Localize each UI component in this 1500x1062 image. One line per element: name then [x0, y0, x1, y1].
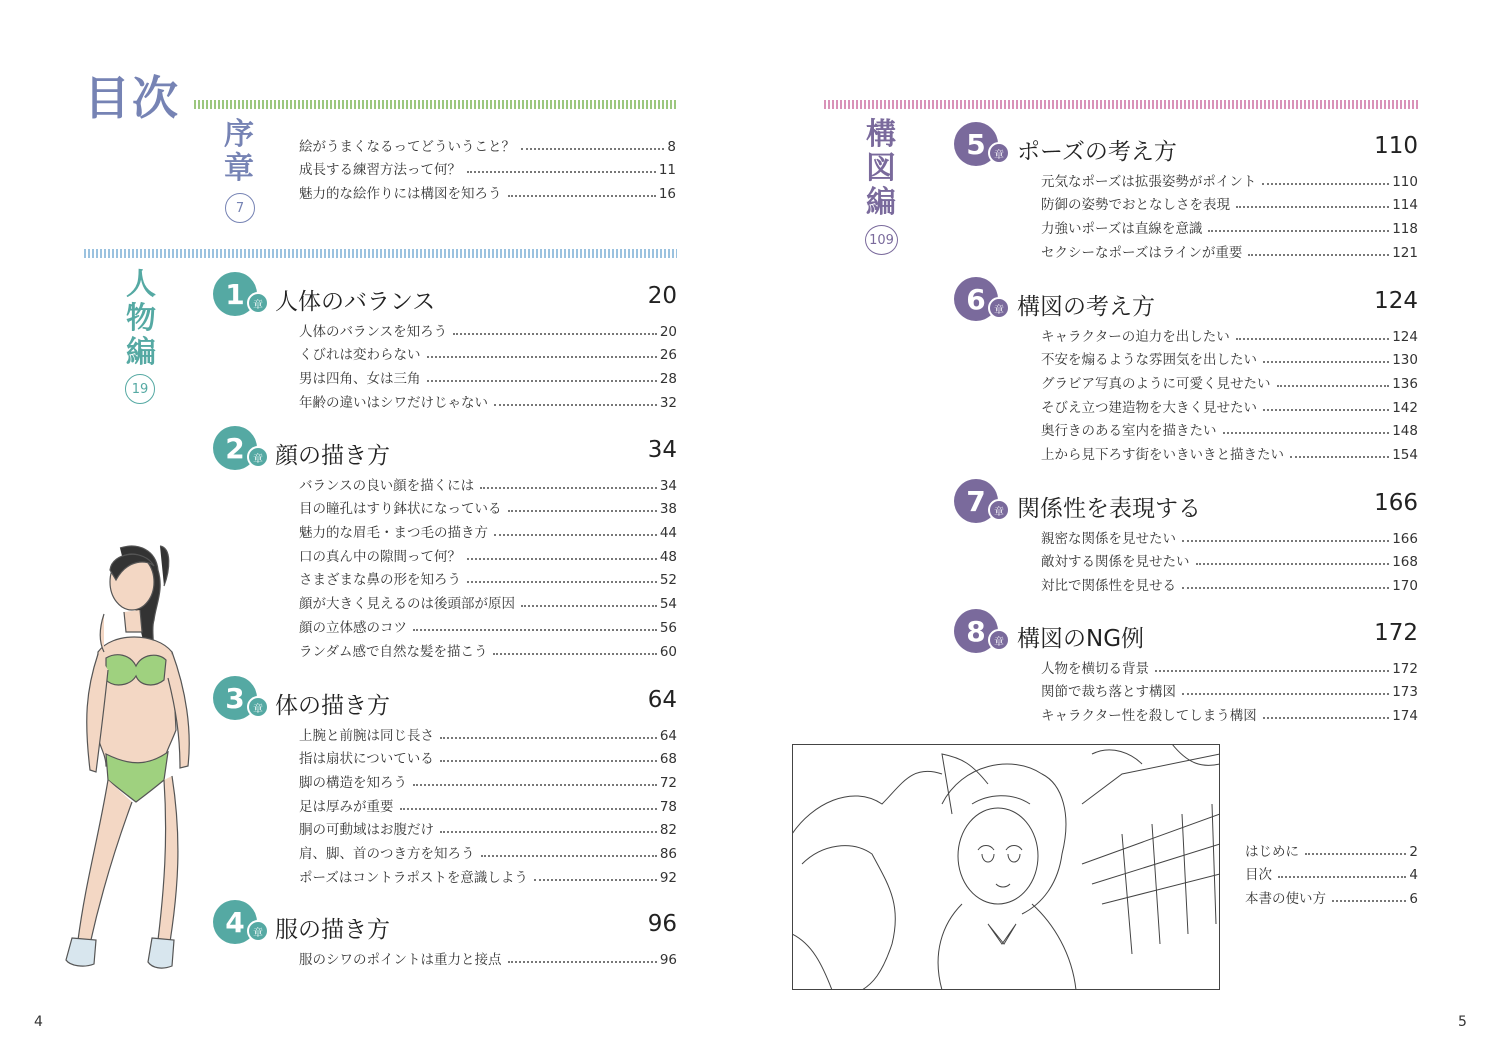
leader-dots	[467, 558, 657, 560]
intro-label-char-2: 章	[224, 151, 254, 186]
entry-page: 173	[1392, 684, 1418, 701]
toc-entry[interactable]	[299, 636, 677, 660]
part2-label-char-2: 図	[866, 151, 896, 186]
toc-entry[interactable]	[299, 838, 677, 862]
toc-entry[interactable]	[1041, 368, 1418, 392]
entry-page: 174	[1392, 708, 1418, 725]
chapter-mark: 章	[247, 920, 269, 942]
entry-title: 指は扇状についている	[299, 751, 434, 768]
intro-label	[219, 118, 259, 186]
entry-page: 86	[659, 846, 677, 863]
entry-title: 絵がうまくなるってどういうこと？	[299, 138, 515, 155]
toc-entry[interactable]	[1041, 190, 1418, 214]
entry-title: 人体のバランスを知ろう	[299, 323, 448, 340]
manga-sketch-panel	[792, 744, 1220, 990]
entry-page: 54	[659, 596, 677, 613]
chapter-entries	[1041, 653, 1418, 724]
page-number-left: 4	[34, 1014, 43, 1030]
toc-entry[interactable]	[1041, 392, 1418, 416]
entry-title: セクシーなポーズはラインが重要	[1041, 244, 1243, 261]
toc-entry[interactable]	[299, 744, 677, 768]
chapter-page: 64	[647, 687, 677, 713]
chapter-number-badge: 5	[954, 122, 998, 166]
entry-page: 142	[1392, 399, 1418, 416]
leader-dots	[413, 629, 657, 631]
toc-entry[interactable]	[1041, 523, 1418, 547]
entry-title: キャラクターの迫力を出したい	[1041, 328, 1230, 345]
leader-dots	[508, 961, 657, 963]
entry-page: 28	[659, 371, 677, 388]
entry-page: 56	[659, 619, 677, 636]
entry-page: 96	[659, 951, 677, 968]
leader-dots	[467, 581, 657, 583]
toc-entry[interactable]	[299, 541, 677, 565]
entry-title: 魅力的な眉毛・まつ毛の描き方	[299, 525, 488, 542]
chapter-entries	[1041, 523, 1418, 594]
chapter-page: 34	[647, 437, 677, 463]
entry-title: 防御の姿勢でおとなしさを表現	[1041, 197, 1230, 214]
toc-entry[interactable]	[299, 767, 677, 791]
leader-dots	[1182, 587, 1389, 589]
toc-entry[interactable]	[299, 470, 677, 494]
entry-title: 年齢の違いはシワだけじゃない	[299, 394, 488, 411]
entry-title: 上腕と前腕は同じ長さ	[299, 727, 434, 744]
entry-page: 168	[1392, 554, 1418, 571]
entry-title: そびえ立つ建造物を大きく見せたい	[1041, 399, 1257, 416]
leader-dots	[1155, 670, 1389, 672]
entry-page: 60	[659, 643, 677, 660]
toc-entry[interactable]	[1041, 547, 1418, 571]
chapter-title[interactable]: 体の描き方	[275, 693, 390, 719]
entry-title: 顔が大きく見えるのは後頭部が原因	[299, 596, 515, 613]
entry-page: 172	[1392, 660, 1418, 677]
entry-page: 78	[659, 798, 677, 815]
toc-entry[interactable]	[1041, 700, 1418, 724]
toc-entry[interactable]	[299, 815, 677, 839]
intro-divider	[194, 100, 677, 109]
chapter-title[interactable]: 顔の描き方	[275, 443, 390, 469]
chapter-mark: 章	[988, 297, 1010, 319]
chapter-page: 124	[1374, 288, 1418, 314]
entry-page: 166	[1392, 530, 1418, 547]
chapter-title[interactable]: 構図の考え方	[1017, 294, 1155, 320]
entry-page: 38	[659, 501, 677, 518]
page-number-right: 5	[1458, 1014, 1467, 1030]
entry-page: 82	[659, 822, 677, 839]
toc-entry[interactable]	[1041, 653, 1418, 677]
toc-entry[interactable]	[299, 155, 676, 179]
toc-entry[interactable]	[299, 944, 677, 968]
chapter-mark: 章	[247, 446, 269, 468]
leader-dots	[1332, 900, 1406, 902]
chapter-title[interactable]: ポーズの考え方	[1017, 139, 1177, 165]
intro-page-circle: 7	[225, 193, 255, 223]
entry-title: キャラクター性を殺してしまう構図	[1041, 708, 1257, 725]
entry-title: 肩、脚、首のつき方を知ろう	[299, 846, 475, 863]
entry-page: 154	[1392, 447, 1418, 464]
leader-dots	[1236, 206, 1389, 208]
entry-page: 148	[1392, 423, 1418, 440]
entry-title: 人物を横切る背景	[1041, 660, 1149, 677]
leader-dots	[1278, 876, 1406, 878]
entry-title: 目次	[1245, 867, 1272, 884]
entry-title: 本書の使い方	[1245, 891, 1326, 908]
entry-title: さまざまな鼻の形を知ろう	[299, 572, 461, 589]
leader-dots	[1236, 338, 1389, 340]
toc-entry[interactable]	[299, 131, 676, 155]
entry-title: グラビア写真のように可愛く見せたい	[1041, 376, 1271, 393]
entry-page: 118	[1392, 221, 1418, 238]
entry-title: 親密な関係を見せたい	[1041, 530, 1176, 547]
toc-entry[interactable]	[299, 387, 677, 411]
entry-page: 34	[659, 477, 677, 494]
entry-page: 8	[667, 138, 676, 155]
chapter-page: 20	[647, 283, 677, 309]
toc-entry[interactable]	[1041, 416, 1418, 440]
toc-entry[interactable]	[299, 363, 677, 387]
entry-title: 脚の構造を知ろう	[299, 775, 407, 792]
chapter-number-badge: 8	[954, 609, 998, 653]
chapter-title[interactable]: 服の描き方	[275, 917, 390, 943]
entry-page: 52	[659, 572, 677, 589]
entry-title: 力強いポーズは直線を意識	[1041, 221, 1203, 238]
chapter-entries	[1041, 166, 1418, 261]
intro-label-char-1: 序	[224, 117, 254, 152]
chapter-entries	[299, 720, 677, 886]
chapter-title[interactable]: 構図のNG例	[1017, 626, 1145, 652]
entry-page: 48	[659, 548, 677, 565]
chapter-page: 110	[1374, 133, 1418, 159]
entry-title: くびれは変わらない	[299, 347, 421, 364]
toc-entry[interactable]	[1041, 439, 1418, 463]
chapter-number-badge: 3	[213, 676, 257, 720]
chapter-title[interactable]: 関係性を表現する	[1017, 496, 1201, 522]
toc-entry[interactable]	[299, 316, 677, 340]
chapter-number-badge: 2	[213, 426, 257, 470]
entry-page: 130	[1392, 352, 1418, 369]
toc-entry[interactable]	[299, 588, 677, 612]
chapter-page: 166	[1374, 490, 1418, 516]
chapter-number-badge: 7	[954, 479, 998, 523]
chapter-page: 172	[1374, 620, 1418, 646]
toc-entry[interactable]	[1041, 321, 1418, 345]
entry-page: 92	[659, 869, 677, 886]
toc-entry[interactable]	[299, 494, 677, 518]
part1-page-circle: 19	[125, 374, 155, 404]
entry-page: 26	[659, 347, 677, 364]
chapter-mark: 章	[988, 499, 1010, 521]
chapter-mark: 章	[988, 629, 1010, 651]
toc-entry[interactable]	[299, 862, 677, 886]
entry-title: 関節で裁ち落とす構図	[1041, 684, 1176, 701]
part1-label-char-1: 人	[126, 267, 156, 302]
entry-title: 敵対する関係を見せたい	[1041, 554, 1190, 571]
leader-dots	[534, 879, 657, 881]
chapter-number-badge: 6	[954, 277, 998, 321]
chapter-entries	[299, 470, 677, 660]
toc-entry[interactable]	[1245, 860, 1418, 884]
entry-page: 11	[658, 162, 676, 179]
part1-label-char-2: 物	[126, 301, 156, 336]
leader-dots	[508, 195, 656, 197]
part2-page-circle: 109	[865, 225, 898, 255]
entry-page: 4	[1409, 867, 1418, 884]
chapter-entries	[299, 316, 677, 411]
toc-entry[interactable]	[1245, 836, 1418, 860]
leader-dots	[1263, 361, 1389, 363]
toc-entry[interactable]	[299, 340, 677, 364]
intro-entries	[299, 131, 676, 202]
chapter-mark: 章	[247, 696, 269, 718]
leader-dots	[1196, 563, 1390, 565]
leader-dots	[1305, 853, 1406, 855]
leader-dots	[440, 737, 657, 739]
entry-title: 対比で関係性を見せる	[1041, 578, 1176, 595]
entry-title: 不安を煽るような雰囲気を出したい	[1041, 352, 1257, 369]
leader-dots	[493, 653, 656, 655]
front-matter	[1245, 836, 1418, 907]
toc-entry[interactable]	[1041, 213, 1418, 237]
leader-dots	[1248, 254, 1389, 256]
leader-dots	[400, 808, 657, 810]
entry-page: 114	[1392, 197, 1418, 214]
entry-page: 20	[659, 323, 677, 340]
toc-entry[interactable]	[1041, 166, 1418, 190]
part1-divider	[84, 249, 677, 258]
leader-dots	[413, 784, 657, 786]
entry-title: 魅力的な絵作りには構図を知ろう	[299, 186, 502, 203]
entry-page: 121	[1392, 244, 1418, 261]
leader-dots	[1182, 693, 1389, 695]
leader-dots	[481, 855, 657, 857]
page-title: 目次	[84, 71, 180, 125]
chapter-entries	[1041, 321, 1418, 463]
entry-title: 胴の可動域はお腹だけ	[299, 822, 434, 839]
entry-title: 成長する練習方法って何？	[299, 162, 461, 179]
chapter-title[interactable]: 人体のバランス	[275, 289, 436, 315]
entry-page: 136	[1392, 376, 1418, 393]
entry-page: 68	[659, 751, 677, 768]
entry-title: 目の瞳孔はすり鉢状になっている	[299, 501, 502, 518]
leader-dots	[1277, 385, 1390, 387]
leader-dots	[480, 487, 657, 489]
leader-dots	[1263, 409, 1389, 411]
entry-page: 124	[1392, 328, 1418, 345]
toc-entry[interactable]	[1041, 345, 1418, 369]
chapter-mark: 章	[988, 142, 1010, 164]
leader-dots	[427, 380, 657, 382]
leader-dots	[1262, 183, 1389, 185]
entry-title: 服のシワのポイントは重力と接点	[299, 951, 502, 968]
entry-title: はじめに	[1245, 843, 1299, 860]
entry-page: 6	[1409, 891, 1418, 908]
leader-dots	[494, 534, 657, 536]
entry-title: バランスの良い顔を描くには	[299, 477, 475, 494]
part2-label-char-1: 構	[866, 117, 896, 152]
toc-entry[interactable]	[299, 791, 677, 815]
entry-title: 口の真ん中の隙間って何？	[299, 548, 461, 565]
leader-dots	[453, 333, 657, 335]
chapter-entries	[299, 944, 677, 968]
entry-page: 32	[659, 394, 677, 411]
toc-entry[interactable]	[1041, 237, 1418, 261]
leader-dots	[521, 148, 664, 150]
leader-dots	[521, 605, 657, 607]
entry-title: 顔の立体感のコツ	[299, 619, 407, 636]
entry-page: 170	[1392, 578, 1418, 595]
leader-dots	[508, 510, 657, 512]
leader-dots	[440, 760, 657, 762]
entry-title: 足は厚みが重要	[299, 798, 394, 815]
chapter-number-badge: 1	[213, 272, 257, 316]
leader-dots	[467, 171, 656, 173]
entry-page: 16	[658, 186, 676, 203]
entry-page: 110	[1392, 173, 1418, 190]
entry-page: 2	[1409, 843, 1418, 860]
entry-page: 64	[659, 727, 677, 744]
leader-dots	[440, 831, 657, 833]
leader-dots	[1223, 432, 1390, 434]
entry-page: 72	[659, 775, 677, 792]
toc-entry[interactable]	[299, 178, 676, 202]
entry-title: 上から見下ろす街をいきいきと描きたい	[1041, 447, 1284, 464]
part1-label-char-3: 編	[126, 335, 156, 370]
toc-entry[interactable]	[1041, 570, 1418, 594]
part1-label	[121, 268, 161, 370]
entry-title: ポーズはコントラポストを意識しよう	[299, 869, 528, 886]
toc-entry[interactable]	[1245, 883, 1418, 907]
toc-entry[interactable]	[299, 612, 677, 636]
leader-dots	[1208, 230, 1389, 232]
chapter-mark: 章	[247, 292, 269, 314]
leader-dots	[1290, 456, 1389, 458]
part2-divider	[824, 100, 1418, 109]
entry-page: 44	[659, 525, 677, 542]
toc-entry[interactable]	[299, 720, 677, 744]
chapter-page: 96	[647, 911, 677, 937]
leader-dots	[494, 404, 657, 406]
chapter-number-badge: 4	[213, 900, 257, 944]
leader-dots	[1263, 717, 1389, 719]
toc-entry[interactable]	[1041, 677, 1418, 701]
entry-title: 元気なポーズは拡張姿勢がポイント	[1041, 173, 1257, 190]
entry-title: 奥行きのある室内を描きたい	[1041, 423, 1217, 440]
part2-label-char-3: 編	[866, 185, 896, 220]
toc-entry[interactable]	[299, 565, 677, 589]
leader-dots	[427, 356, 657, 358]
entry-title: ランダム感で自然な髪を描こう	[299, 643, 488, 660]
leader-dots	[1182, 540, 1389, 542]
toc-entry[interactable]	[299, 517, 677, 541]
character-illustration	[40, 540, 200, 980]
entry-title: 男は四角、女は三角	[299, 371, 421, 388]
part2-label	[861, 118, 901, 220]
